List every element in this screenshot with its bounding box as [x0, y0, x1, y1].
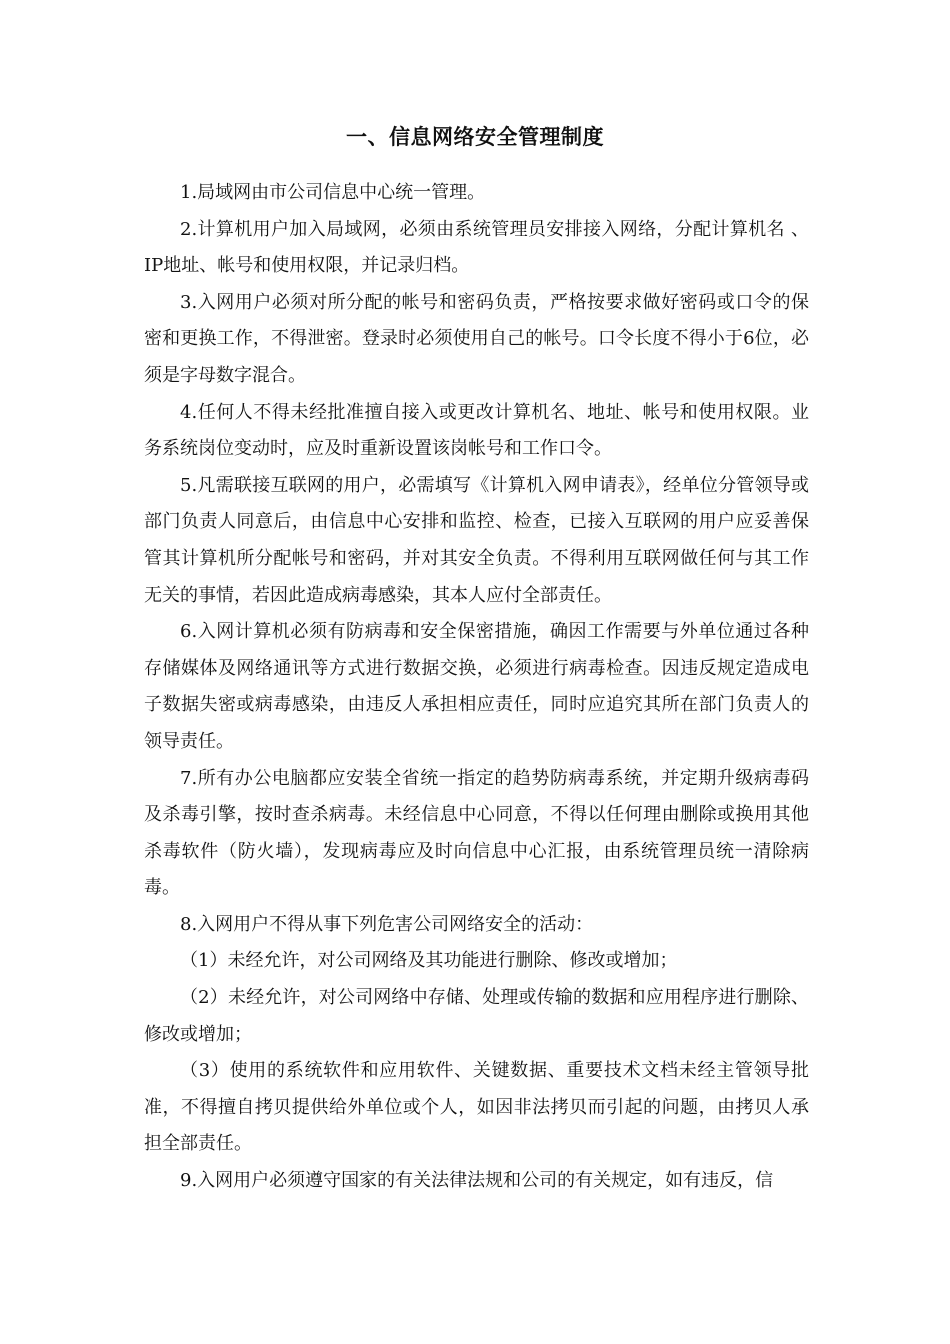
paragraph-8: 8.入网用户不得从事下列危害公司网络安全的活动：: [180, 913, 594, 935]
document-body: [144, 175, 809, 1200]
paragraph-2: 2.计算机用户加入局域网，必须由系统管理员安排接入网络，分配计算机名 、IP地址、帐号和使用权限，并记录归档。: [144, 218, 809, 277]
paragraph-8-item-3: （3）使用的系统软件和应用软件、关键数据、重要技术文档未经主管领导批准，不得擅自拷贝提供给外单位或个人，如因非法拷贝而引起的问题，由拷贝人承担全部责任。: [144, 1060, 809, 1155]
document-title: 一、信息网络安全管理制度: [346, 125, 604, 149]
paragraph-1: 1.局域网由市公司信息中心统一管理。: [180, 182, 486, 203]
paragraph-8-item-1: （1）未经允许，对公司网络及其功能进行删除、修改或增加；: [180, 950, 678, 972]
paragraph-5: 5.凡需联接互联网的用户，必需填写《计算机入网申请表》，经单位分管领导或部门负责人同意后，由信息中心安排和监控、检查，已接入互联网的用户应妥善保管其计算机所分配帐号和密码，并对其安全负责。不得利用互联网做任何与其工作无关的事情，若因此造成病毒感染，其本人应付全部责任。: [144, 474, 809, 606]
paragraph-7: 7.所有办公电脑都应安装全省统一指定的趋势防病毒系统，并定期升级病毒码及杀毒引擎，按时查杀病毒。未经信息中心同意，不得以任何理由删除或换用其他杀毒软件（防火墙），发现病毒应及时向信息中心汇报，由系统管理员统一清除病毒。: [144, 767, 809, 899]
paragraph-3: 3.入网用户必须对所分配的帐号和密码负责，严格按要求做好密码或口令的保密和更换工作，不得泄密。登录时必须使用自己的帐号。口令长度不得小于6位，必须是字母数字混合。: [144, 291, 809, 386]
paragraph-4: 4.任何人不得未经批准擅自接入或更改计算机名、地址、帐号和使用权限。业务系统岗位变动时，应及时重新设置该岗帐号和工作口令。: [144, 401, 809, 460]
paragraph-8-item-2: （2）未经允许，对公司网络中存储、处理或传输的数据和应用程序进行删除、修改或增加；: [144, 987, 809, 1045]
paragraph-6: 6.入网计算机必须有防病毒和安全保密措施，确因工作需要与外单位通过各种存储媒体及网络通讯等方式进行数据交换，必须进行病毒检查。因违反规定造成电子数据失密或病毒感染，由违反人承担相应责任，同时应追究其所在部门负责人的领导责任。: [144, 621, 809, 752]
paragraph-9: 9.入网用户必须遵守国家的有关法律法规和公司的有关规定，如有违反，信: [180, 1170, 774, 1192]
